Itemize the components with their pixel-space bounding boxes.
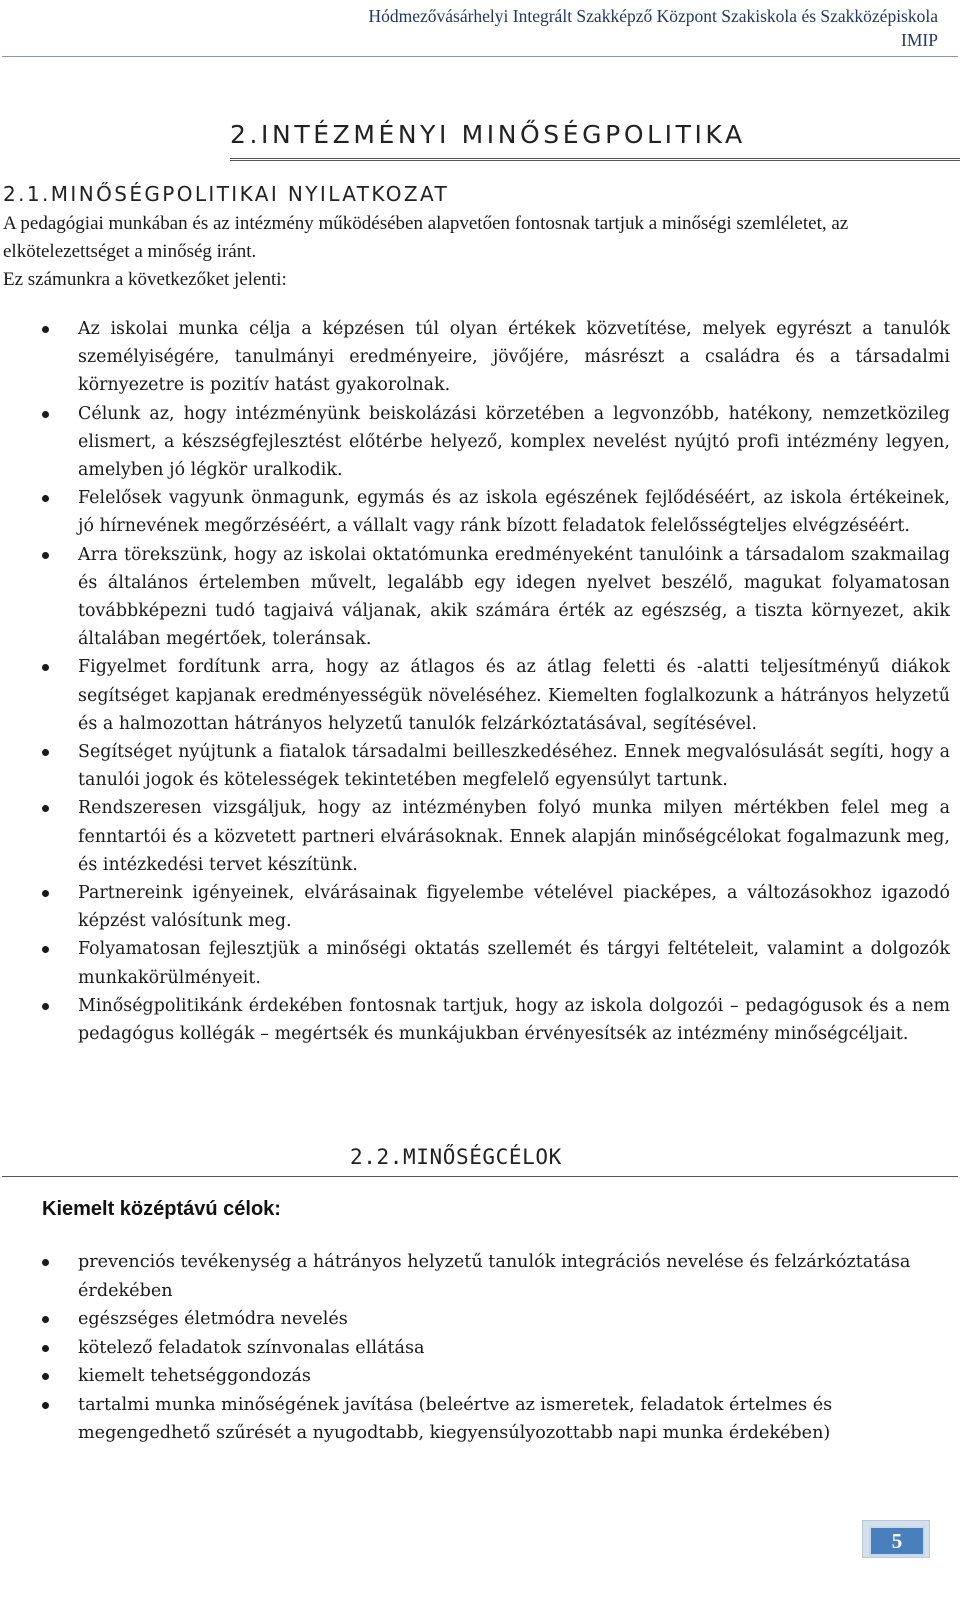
list-item xyxy=(0,1305,950,1334)
section-heading-2: 2.INTÉZMÉNYI MINŐSÉGPOLITIKA xyxy=(230,120,746,149)
header-abbreviation: IMIP xyxy=(901,30,938,50)
bullet-icon xyxy=(42,664,49,671)
list-item xyxy=(0,1362,950,1391)
bullet-icon xyxy=(42,890,49,897)
list-item xyxy=(0,935,950,991)
goals-subheading: Kiemelt középtávú célok: xyxy=(42,1198,281,1220)
page-number-badge xyxy=(862,1520,930,1558)
list-item xyxy=(0,400,950,485)
bullet-icon xyxy=(42,749,49,756)
list-item-text: Figyelmet fordítunk arra, hogy az átlagos és az átlag feletti és -alatti teljesítményű diákok segítséget kapjanak eredményességük növeléséhez. Kiemelten foglalkozunk a hátrányos helyzetű és a halmozottan hátrányos helyzetű tanulók felzárkóztatásával, segítésével. xyxy=(78,657,950,734)
bullet-icon xyxy=(42,1259,49,1266)
list-item-text: egészséges életmódra nevelés xyxy=(78,1309,348,1329)
list-item-text: Arra törekszünk, hogy az iskolai oktatómunka eredményeként tanulóink a társadalom szakmailag és általános értelemben művelt, legalább egy idegen nyelvet beszélő, magukat folyamatosan továbbképezni tudó tagjaivá váljanak, akik számára érték az egészség, a tiszta környezet, akik általában megértőek, toleránsak. xyxy=(78,544,950,650)
page-number: 5 xyxy=(891,1529,903,1553)
list-item xyxy=(0,1334,950,1363)
intro-paragraph: A pedagógiai munkában és az intézmény működésében alapvetően fontosnak tartjuk a minőségi szemléletet, az elkötelezettséget a minőség iránt. xyxy=(3,213,849,262)
list-item xyxy=(0,794,950,879)
list-item xyxy=(0,738,950,794)
intro-text xyxy=(3,210,948,294)
list-item xyxy=(0,653,950,738)
list-item-text: Folyamatosan fejlesztjük a minőségi oktatás szellemét és tárgyi feltételeit, valamint a dolgozók munkakörülményeit. xyxy=(78,939,950,988)
page-number-box xyxy=(869,1526,925,1556)
list-item-text: Partnereink igényeinek, elvárásainak figyelembe vételével piacképes, a változásokhoz igazodó képzést valósítunk meg. xyxy=(78,883,950,932)
bullet-icon xyxy=(42,1373,49,1380)
bullet-icon xyxy=(42,1345,49,1352)
list-item-text: Az iskolai munka célja a képzésen túl olyan értékek közvetítése, melyek egyrészt a tanulók személyiségére, tanulmányi eredményeire, jövőjére, másrészt a családra és a társadalmi környezetre is pozitív hatást gyakorolnak. xyxy=(78,319,950,396)
list-item-text: Segítséget nyújtunk a fiatalok társadalmi beilleszkedéséhez. Ennek megvalósulását segíti, hogy a tanulói jogok és kötelességek tekintetében megfelelő egyensúlyt tartunk. xyxy=(78,742,950,791)
list-item-text: prevenciós tevékenység a hátrányos helyzetű tanulók integrációs nevelése és felzárkóztatása érdekében xyxy=(78,1252,911,1301)
list-item-text: tartalmi munka minőségének javítása (beleértve az ismeretek, feladatok értelmes és megengedhető szűrését a nyugodtabb, kiegyensúlyozottabb napi munka érdekében) xyxy=(78,1394,833,1443)
subsection-heading-2-1: 2.1.MINŐSÉGPOLITIKAI NYILATKOZAT xyxy=(3,182,450,206)
list-item-text: Felelősek vagyunk önmagunk, egymás és az iskola egészének fejlődéséért, az iskola értékeinek, jó hírnevének megőrzéséért, a vállalt vagy ránk bízott feladatok felelősségteljes elvégzéséért. xyxy=(78,488,950,537)
bullet-icon xyxy=(42,552,49,559)
header-institution-name: Hódmezővásárhelyi Integrált Szakképző Központ Szakiskola és Szakközépiskola xyxy=(368,6,938,26)
section-heading-underline xyxy=(230,158,960,161)
bullet-icon xyxy=(42,1003,49,1010)
intro-paragraph-2: Ez számunkra a következőket jelenti: xyxy=(3,269,287,290)
bullet-icon xyxy=(42,326,49,333)
policy-list xyxy=(0,315,950,1048)
list-item xyxy=(0,1248,950,1305)
bullet-icon xyxy=(42,1316,49,1323)
bullet-icon xyxy=(42,495,49,502)
bullet-icon xyxy=(42,946,49,953)
list-item-text: Célunk az, hogy intézményünk beiskolázási körzetében a legvonzóbb, hatékony, nemzetközileg elismert, a készségfejlesztést előtérbe helyező, komplex nevelést nyújtó profi intézmény legyen, amelyben jó légkör uralkodik. xyxy=(78,403,950,481)
list-item xyxy=(0,1391,950,1448)
list-item xyxy=(0,484,950,540)
list-item-text: Rendszeresen vizsgáljuk, hogy az intézményben folyó munka milyen mértékben felel meg a fenntartói és a közvetett partneri elvárásoknak. Ennek alapján minőségcélokat fogalmazunk meg, és intézkedési tervet készítünk. xyxy=(78,798,950,875)
list-item-text: Minőségpolitikánk érdekében fontosnak tartjuk, hogy az iskola dolgozói – pedagógusok és a nem pedagógus kollégák – megértsék és munkájukban érvényesítsék az intézmény minőségcéljait. xyxy=(78,995,950,1045)
page-header xyxy=(178,4,938,52)
list-item xyxy=(0,315,950,400)
goals-list xyxy=(0,1248,950,1448)
list-item xyxy=(0,992,950,1048)
bullet-icon xyxy=(42,1402,49,1409)
header-divider xyxy=(2,56,958,57)
list-item-text: kiemelt tehetséggondozás xyxy=(78,1366,311,1386)
section-divider xyxy=(2,1176,958,1177)
list-item xyxy=(0,541,950,654)
subsection-heading-2-2: 2.2.MINŐSÉGCÉLOK xyxy=(350,1145,562,1169)
bullet-icon xyxy=(42,411,49,418)
list-item xyxy=(0,879,950,935)
bullet-icon xyxy=(42,805,49,812)
list-item-text: kötelező feladatok színvonalas ellátása xyxy=(78,1337,425,1358)
